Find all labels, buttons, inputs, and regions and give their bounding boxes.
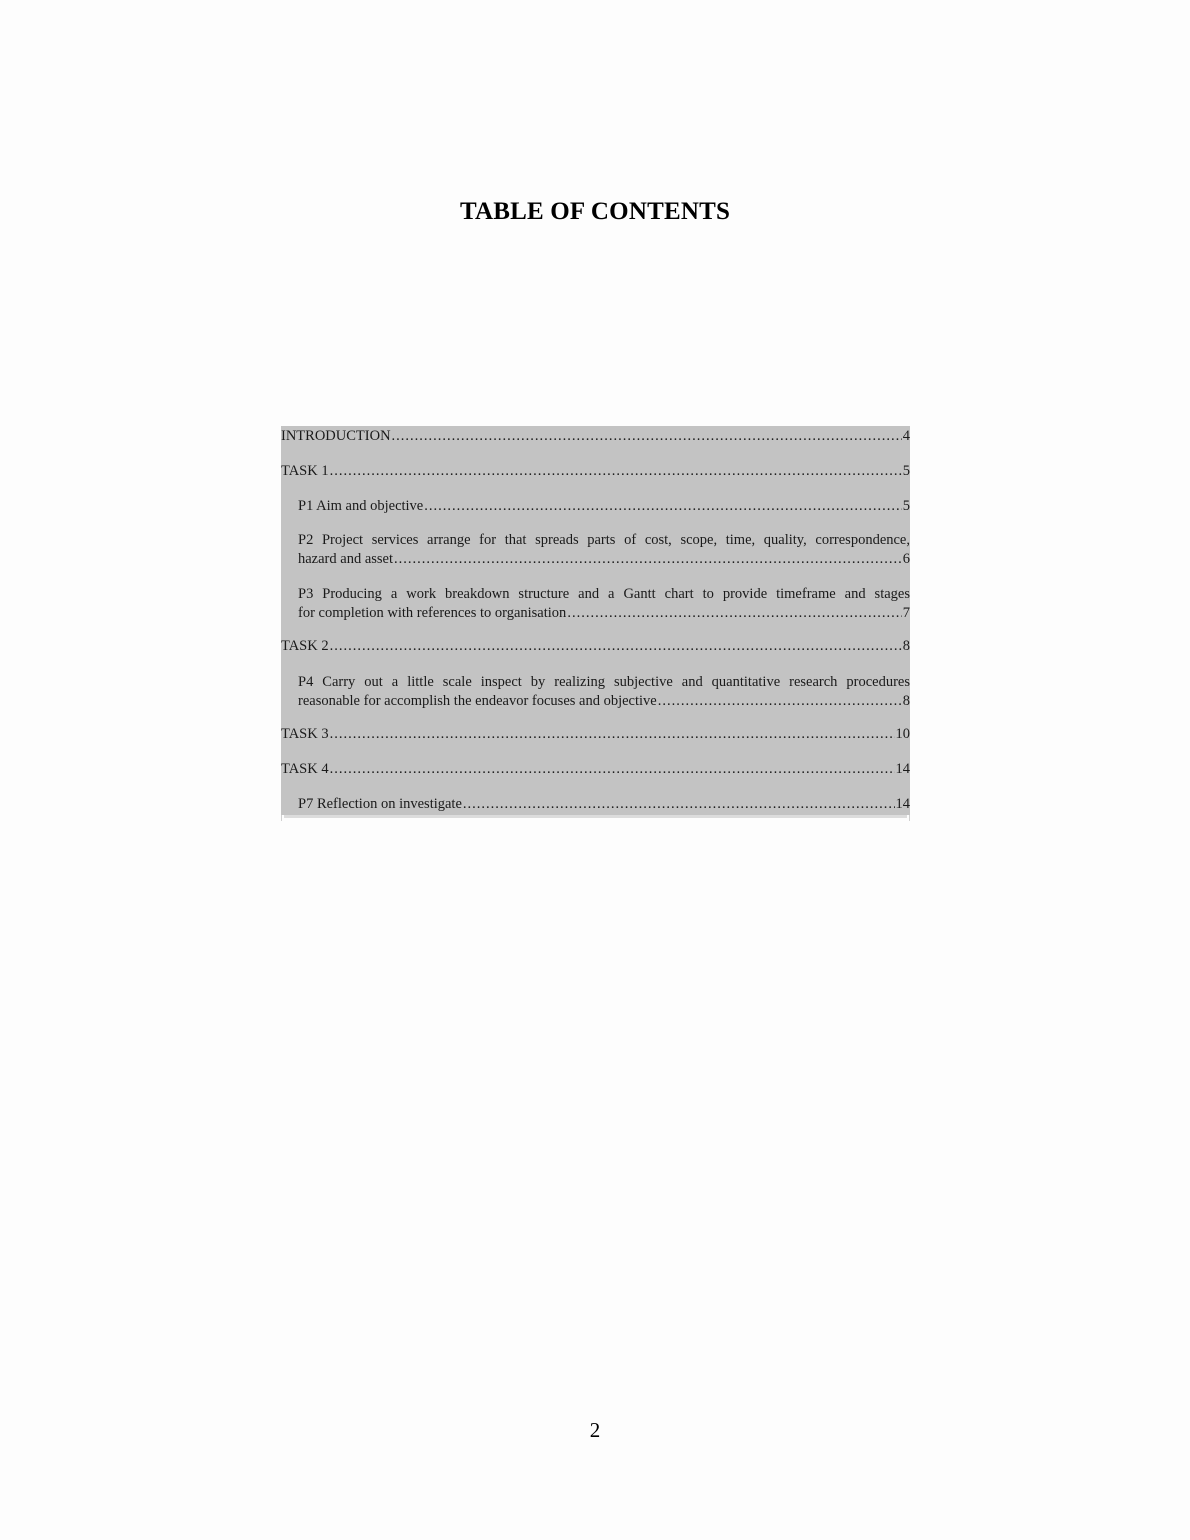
toc-dot-leader: [392, 427, 902, 446]
toc-entry-text: INTRODUCTION: [281, 428, 391, 444]
toc-entry-task-1[interactable]: [281, 462, 910, 481]
toc-entry-task-2[interactable]: [281, 637, 910, 656]
toc-entry-task-3[interactable]: [281, 725, 910, 744]
toc-entry-p4[interactable]: [298, 673, 910, 711]
toc-entry-text: P2 Project services arrange for that spreads parts of cost, scope, time, quality, correspondence,: [298, 532, 910, 548]
toc-page-number: 5: [902, 498, 910, 514]
toc-page-number: 7: [902, 605, 910, 621]
toc-page-number: 4: [902, 428, 910, 444]
toc-dot-leader: [463, 795, 895, 814]
toc-entry-p7[interactable]: [298, 795, 910, 814]
toc-entry-text: P7 Reflection on investigate: [298, 796, 462, 812]
toc-dot-leader: [330, 462, 902, 481]
toc-page-number: 6: [902, 551, 910, 567]
toc-page-number: 8: [902, 693, 910, 709]
toc-page-number: 5: [902, 463, 910, 479]
toc-entry-p2[interactable]: [298, 531, 910, 569]
toc-dot-leader: [424, 497, 902, 516]
toc-page-number: 14: [895, 761, 910, 777]
toc-entry-text: P1 Aim and objective: [298, 498, 424, 514]
toc-entry-text: TASK 1: [281, 463, 329, 479]
toc-entry-text-continued: reasonable for accomplish the endeavor focuses and objective: [298, 693, 657, 709]
toc-entry-introduction[interactable]: [281, 427, 910, 446]
toc-entry-p3[interactable]: [298, 585, 910, 623]
toc-entry-text: TASK 2: [281, 638, 329, 654]
toc-page-number: 10: [895, 726, 910, 742]
toc-entry-text: TASK 4: [281, 761, 329, 777]
toc-entry-text: P4 Carry out a little scale inspect by realizing subjective and quantitative research procedures: [298, 674, 910, 690]
toc-entry-text: P3 Producing a work breakdown structure and a Gantt chart to provide timeframe and stages: [298, 586, 910, 602]
toc-entry-text-continued: hazard and asset: [298, 551, 394, 567]
toc-entry-p1[interactable]: [298, 497, 910, 516]
table-of-contents: [281, 426, 910, 815]
toc-entry-task-4[interactable]: [281, 760, 910, 779]
toc-dot-leader: [330, 637, 902, 656]
page-number: 2: [589, 1418, 601, 1442]
toc-entry-text: TASK 3: [281, 726, 329, 742]
toc-dot-leader: [658, 692, 902, 711]
toc-dot-leader: [330, 760, 895, 779]
toc-page-number: 8: [902, 638, 910, 654]
page-title: TABLE OF CONTENTS: [459, 198, 731, 225]
toc-dot-leader: [394, 550, 902, 569]
toc-dot-leader: [567, 604, 901, 623]
toc-dot-leader: [330, 725, 895, 744]
toc-entry-text-continued: for completion with references to organisation: [298, 605, 567, 621]
toc-page-number: 14: [895, 796, 910, 812]
